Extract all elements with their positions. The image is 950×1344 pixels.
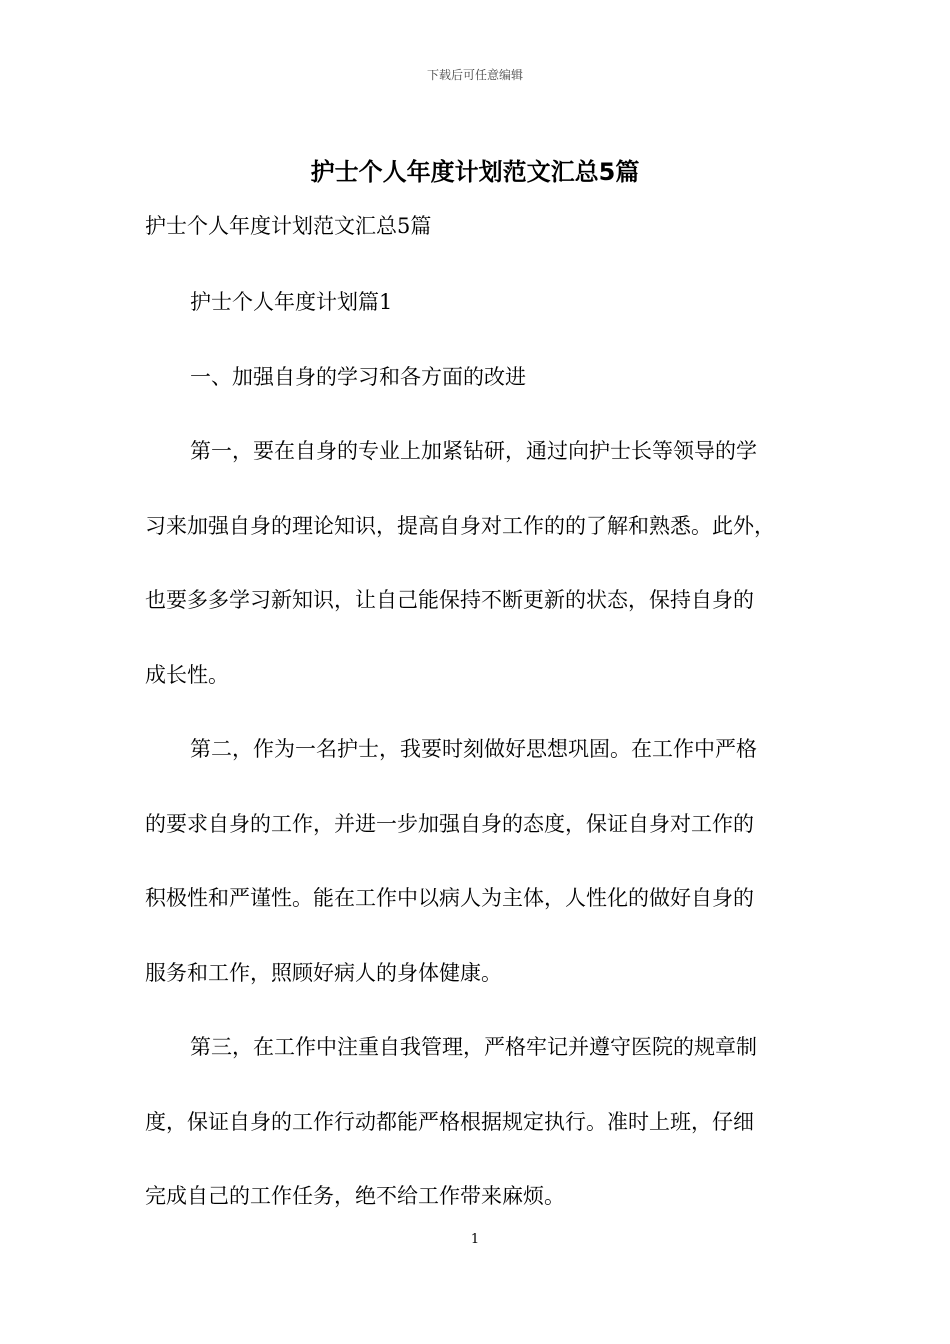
paragraph-3-line-1: 第三，在工作中注重自我管理，严格牢记并遵守医院的规章制 [190, 1035, 757, 1059]
paragraph-1-line-1: 第一，要在自身的专业上加紧钻研，通过向护士长等领导的学 [190, 439, 757, 463]
document-subtitle: 护士个人年度计划范文汇总5篇 [145, 214, 432, 238]
paragraph-1-line-4: 成长性。 [145, 663, 229, 687]
paragraph-1-line-2: 习来加强自身的理论知识，提高自身对工作的的了解和熟悉。此外， [145, 514, 775, 538]
header-note: 下载后可任意编辑 [426, 68, 523, 82]
page-number: 1 [470, 1232, 480, 1247]
paragraph-3-line-3: 完成自己的工作任务，绝不给工作带来麻烦。 [145, 1184, 565, 1208]
document-title: 护士个人年度计划范文汇总5篇 [310, 158, 640, 186]
section-heading: 护士个人年度计划篇1 [190, 290, 393, 314]
paragraph-2-line-4: 服务和工作，照顾好病人的身体健康。 [145, 961, 502, 985]
subheading: 一、加强自身的学习和各方面的改进 [190, 365, 526, 389]
paragraph-3-line-2: 度，保证自身的工作行动都能严格根据规定执行。准时上班，仔细 [145, 1110, 754, 1134]
paragraph-2-line-1: 第二，作为一名护士，我要时刻做好思想巩固。在工作中严格 [190, 737, 757, 761]
paragraph-1-line-3: 也要多多学习新知识，让自己能保持不断更新的状态，保持自身的 [145, 588, 754, 612]
paragraph-2-line-2: 的要求自身的工作，并进一步加强自身的态度，保证自身对工作的 [145, 812, 754, 836]
paragraph-2-line-3: 积极性和严谨性。能在工作中以病人为主体，人性化的做好自身的 [145, 886, 754, 910]
